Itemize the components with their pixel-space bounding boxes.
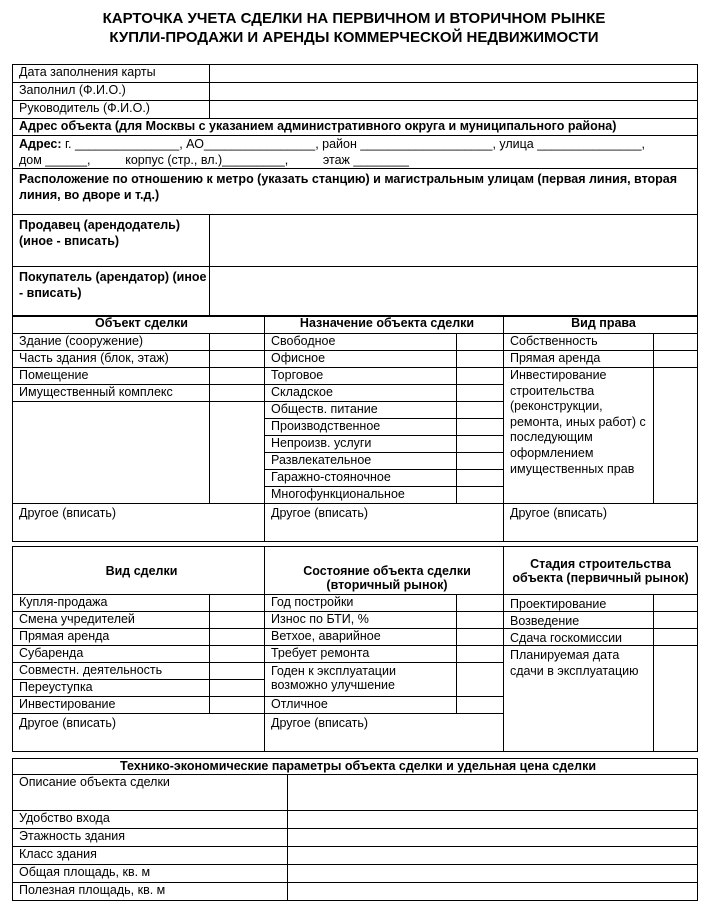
state-other[interactable]: Другое (вписать): [265, 714, 504, 752]
stage-check[interactable]: [654, 629, 698, 646]
deal-item: Смена учредителей: [13, 612, 210, 629]
state-item: Износ по БТИ, %: [265, 612, 457, 629]
state-check[interactable]: [457, 697, 504, 714]
purpose-other[interactable]: Другое (вписать): [265, 504, 504, 542]
purpose-item: Гаражно-стояночное: [265, 470, 457, 487]
deal-check[interactable]: [210, 646, 265, 663]
head-field[interactable]: [210, 101, 698, 119]
param-field[interactable]: [288, 883, 698, 901]
section3-table: [12, 758, 698, 901]
date-field[interactable]: [210, 65, 698, 83]
buyer-label: Покупатель (арендатор) (иное - вписать): [13, 267, 210, 317]
stage-check[interactable]: [654, 595, 698, 612]
purpose-check[interactable]: [457, 453, 504, 470]
deal-check[interactable]: [210, 697, 265, 714]
state-item: Требует ремонта: [265, 646, 457, 663]
purpose-item: Свободное: [265, 334, 457, 351]
section2-table: [12, 546, 698, 752]
seller-label: Продавец (арендодатель) (иное - вписать): [13, 215, 210, 267]
purpose-check[interactable]: [457, 334, 504, 351]
param-field[interactable]: [288, 829, 698, 847]
header-table: [12, 64, 698, 317]
deal-check[interactable]: [210, 629, 265, 646]
deal-item: Субаренда: [13, 646, 210, 663]
purpose-check[interactable]: [457, 368, 504, 385]
purpose-header: Назначение объекта сделки: [265, 316, 504, 334]
deal-type-header: Вид сделки: [13, 547, 265, 595]
param-field[interactable]: [288, 775, 698, 811]
state-item: Отличное: [265, 697, 457, 714]
title-line-1: КАРТОЧКА УЧЕТА СДЕЛКИ НА ПЕРВИЧНОМ И ВТОРИЧНОМ РЫНКЕ: [102, 10, 606, 27]
filled-field[interactable]: [210, 83, 698, 101]
object-empty-check[interactable]: [210, 402, 265, 504]
right-check[interactable]: [654, 351, 698, 368]
state-check[interactable]: [457, 629, 504, 646]
state-item: Год постройки: [265, 595, 457, 612]
address-block[interactable]: [13, 136, 698, 169]
purpose-check[interactable]: [457, 487, 504, 504]
deal-check[interactable]: [210, 680, 265, 697]
right-header: Вид права: [504, 316, 698, 334]
stage-header: Стадия строительства объекта (первичный рынок): [504, 547, 698, 595]
right-other[interactable]: Другое (вписать): [504, 504, 698, 542]
purpose-item: Обществ. питание: [265, 402, 457, 419]
stage-check[interactable]: [654, 612, 698, 629]
seller-field[interactable]: [210, 215, 698, 267]
deal-item: Купля-продажа: [13, 595, 210, 612]
purpose-item: Торговое: [265, 368, 457, 385]
stage-item: Сдача госкомиссии: [504, 629, 654, 646]
object-empty: [13, 402, 210, 504]
object-item: Здание (сооружение): [13, 334, 210, 351]
param-field[interactable]: [288, 865, 698, 883]
param-field[interactable]: [288, 847, 698, 865]
filled-label: Заполнил (Ф.И.О.): [13, 83, 210, 101]
location-text: Расположение по отношению к метро (указать станцию) и магистральным улицам (первая линия, вторая линия, во дворе и т.д.): [13, 169, 698, 215]
state-item: Годен к эксплуатации возможно улучшение: [265, 663, 457, 697]
date-label: Дата заполнения карты: [13, 65, 210, 83]
right-check[interactable]: [654, 368, 698, 504]
purpose-item: Развлекательное: [265, 453, 457, 470]
object-other[interactable]: Другое (вписать): [13, 504, 265, 542]
purpose-check[interactable]: [457, 436, 504, 453]
param-label: Общая площадь, кв. м: [13, 865, 288, 883]
state-check[interactable]: [457, 663, 504, 697]
address-line-1: г. _______________, АО________________, район ___________________, улица _______________,: [61, 137, 645, 151]
object-item: Имущественный комплекс: [13, 385, 210, 402]
right-check[interactable]: [654, 334, 698, 351]
stage-item: Возведение: [504, 612, 654, 629]
deal-item: Совместн. деятельность: [13, 663, 210, 680]
stage-check[interactable]: [654, 646, 698, 752]
param-label: Полезная площадь, кв. м: [13, 883, 288, 901]
deal-item: Инвестирование: [13, 697, 210, 714]
state-check[interactable]: [457, 646, 504, 663]
purpose-check[interactable]: [457, 419, 504, 436]
address-line-2: дом ______, корпус (стр., вл.)_________, этаж ________: [19, 153, 409, 167]
head-label: Руководитель (Ф.И.О.): [13, 101, 210, 119]
param-label: Класс здания: [13, 847, 288, 865]
stage-item-date: Планируемая дата сдачи в эксплуатацию: [504, 646, 654, 752]
address-label: Адрес:: [19, 137, 62, 151]
address-heading: Адрес объекта (для Москвы с указанием административного округа и муниципального района): [13, 119, 698, 136]
object-item: Помещение: [13, 368, 210, 385]
purpose-check[interactable]: [457, 470, 504, 487]
state-check[interactable]: [457, 612, 504, 629]
right-item: Прямая аренда: [504, 351, 654, 368]
deal-check[interactable]: [210, 612, 265, 629]
object-check[interactable]: [210, 385, 265, 402]
deal-item: Прямая аренда: [13, 629, 210, 646]
purpose-item: Офисное: [265, 351, 457, 368]
section1-table: [12, 315, 698, 542]
purpose-item: Непроизв. услуги: [265, 436, 457, 453]
right-item-investment: Инвестирование строительства (реконструкции, ремонта, иных работ) с последующим оформлением имущественных прав: [504, 368, 654, 504]
state-item: Ветхое, аварийное: [265, 629, 457, 646]
param-label: Описание объекта сделки: [13, 775, 288, 811]
param-label: Удобство входа: [13, 811, 288, 829]
purpose-item: Производственное: [265, 419, 457, 436]
params-heading: Технико-экономические параметры объекта сделки и удельная цена сделки: [13, 759, 698, 775]
deal-other[interactable]: Другое (вписать): [13, 714, 265, 752]
stage-item: Проектирование: [504, 595, 654, 612]
purpose-item: Складское: [265, 385, 457, 402]
state-header: Состояние объекта сделки (вторичный рынок): [265, 547, 504, 595]
buyer-field[interactable]: [210, 267, 698, 317]
deal-item: Переуступка: [13, 680, 210, 697]
object-check[interactable]: [210, 368, 265, 385]
object-check[interactable]: [210, 351, 265, 368]
param-field[interactable]: [288, 811, 698, 829]
right-item: Собственность: [504, 334, 654, 351]
object-item: Часть здания (блок, этаж): [13, 351, 210, 368]
deal-check[interactable]: [210, 663, 265, 680]
purpose-check[interactable]: [457, 385, 504, 402]
object-header: Объект сделки: [13, 316, 265, 334]
param-label: Этажность здания: [13, 829, 288, 847]
title-line-2: КУПЛИ-ПРОДАЖИ И АРЕНДЫ КОММЕРЧЕСКОЙ НЕДВИЖИМОСТИ: [109, 29, 599, 46]
state-check[interactable]: [457, 595, 504, 612]
purpose-item: Многофункциональное: [265, 487, 457, 504]
purpose-check[interactable]: [457, 351, 504, 368]
deal-check[interactable]: [210, 595, 265, 612]
object-check[interactable]: [210, 334, 265, 351]
purpose-check[interactable]: [457, 402, 504, 419]
